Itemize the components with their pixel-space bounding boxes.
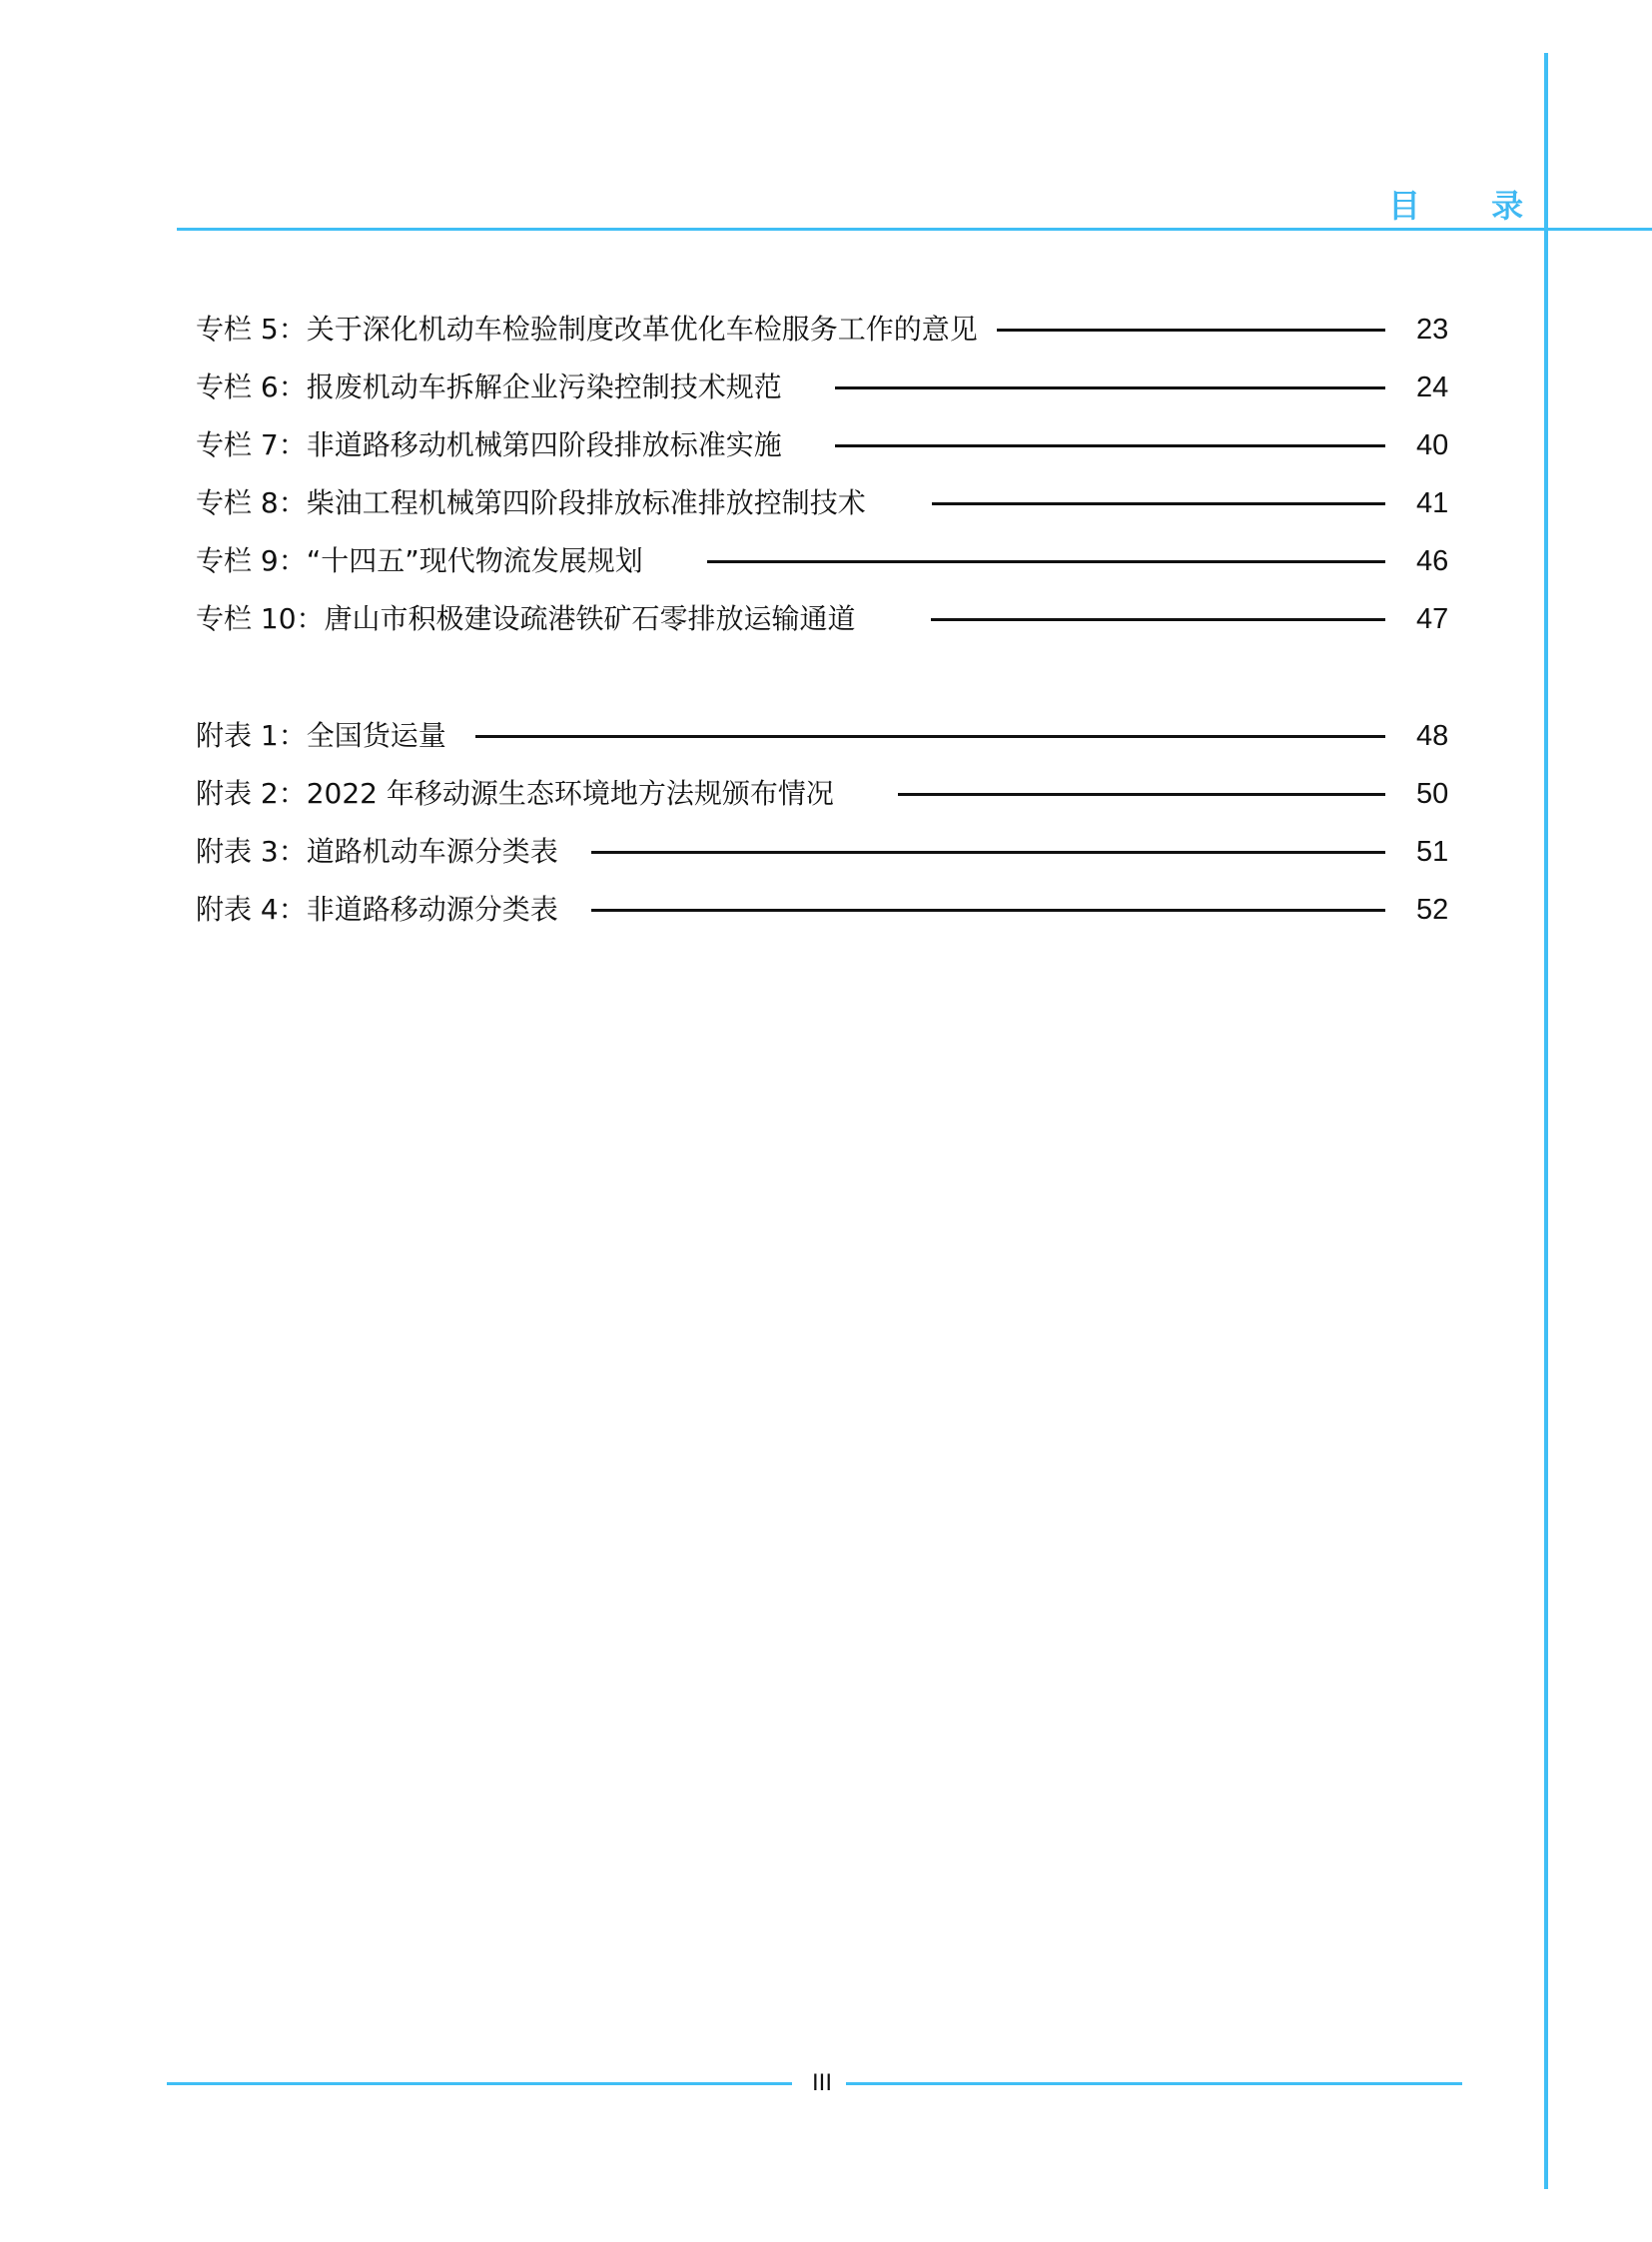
toc-entry-column-5[interactable] — [196, 310, 1454, 350]
toc-entry-label[interactable]: 专栏 8：柴油工程机械第四阶段排放标准排放控制技术 — [196, 483, 876, 523]
header-rule — [177, 228, 1652, 231]
right-margin-rule — [1544, 53, 1548, 2189]
toc-entry-label[interactable]: 专栏 7：非道路移动机械第四阶段排放标准实施 — [196, 425, 792, 465]
toc-leader-line — [898, 793, 1385, 796]
toc-entry-label[interactable]: 附表 3：道路机动车源分类表 — [196, 832, 568, 872]
toc-entry-label[interactable]: 附表 4：非道路移动源分类表 — [196, 890, 568, 930]
toc-page-number[interactable]: 47 — [1416, 603, 1449, 635]
toc-entry-column-6[interactable] — [196, 368, 1454, 407]
toc-entry-appendix-2[interactable] — [196, 774, 1454, 814]
toc-leader-line — [835, 386, 1385, 389]
toc-entry-label[interactable]: 专栏 5：关于深化机动车检验制度改革优化车检服务工作的意见 — [196, 310, 988, 350]
toc-page-number[interactable]: 48 — [1416, 720, 1449, 752]
toc-leader-line — [932, 502, 1385, 505]
footer-rule-left — [167, 2082, 792, 2085]
toc-leader-line — [591, 851, 1385, 854]
toc-entry-label[interactable]: 附表 1：全国货运量 — [196, 716, 456, 756]
toc-leader-line — [475, 735, 1385, 738]
toc-entry-column-8[interactable] — [196, 483, 1454, 523]
toc-leader-line — [707, 560, 1385, 563]
toc-entry-label[interactable]: 专栏 10：唐山市积极建设疏港铁矿石零排放运输通道 — [196, 599, 866, 639]
toc-entry-column-9[interactable] — [196, 541, 1454, 581]
toc-entry-label[interactable]: 附表 2：2022 年移动源生态环境地方法规颁布情况 — [196, 774, 844, 814]
toc-page-number[interactable]: 51 — [1416, 836, 1449, 868]
toc-entry-label[interactable]: 专栏 9：“十四五”现代物流发展规划 — [196, 541, 653, 581]
toc-entry-appendix-3[interactable] — [196, 832, 1454, 872]
toc-page-number[interactable]: 23 — [1416, 314, 1449, 346]
toc-page-number[interactable]: 24 — [1416, 372, 1449, 403]
page-title: 目 录 — [1388, 187, 1554, 225]
toc-leader-line — [997, 329, 1385, 332]
toc-leader-line — [591, 909, 1385, 912]
toc-page-number[interactable]: 40 — [1416, 429, 1449, 461]
toc-page-number[interactable]: 50 — [1416, 778, 1449, 810]
toc-leader-line — [931, 618, 1385, 621]
toc-entry-column-7[interactable] — [196, 425, 1454, 465]
toc-page-number[interactable]: 52 — [1416, 894, 1449, 926]
toc-leader-line — [835, 444, 1385, 447]
footer-rule-right — [846, 2082, 1462, 2085]
toc-entry-column-10[interactable] — [196, 599, 1454, 639]
footer-page-number: III — [811, 2069, 832, 2096]
toc-entry-appendix-4[interactable] — [196, 890, 1454, 930]
toc-page-number[interactable]: 46 — [1416, 545, 1449, 577]
toc-entry-appendix-1[interactable] — [196, 716, 1454, 756]
toc-entry-label[interactable]: 专栏 6：报废机动车拆解企业污染控制技术规范 — [196, 368, 792, 407]
toc-page-number[interactable]: 41 — [1416, 487, 1449, 519]
